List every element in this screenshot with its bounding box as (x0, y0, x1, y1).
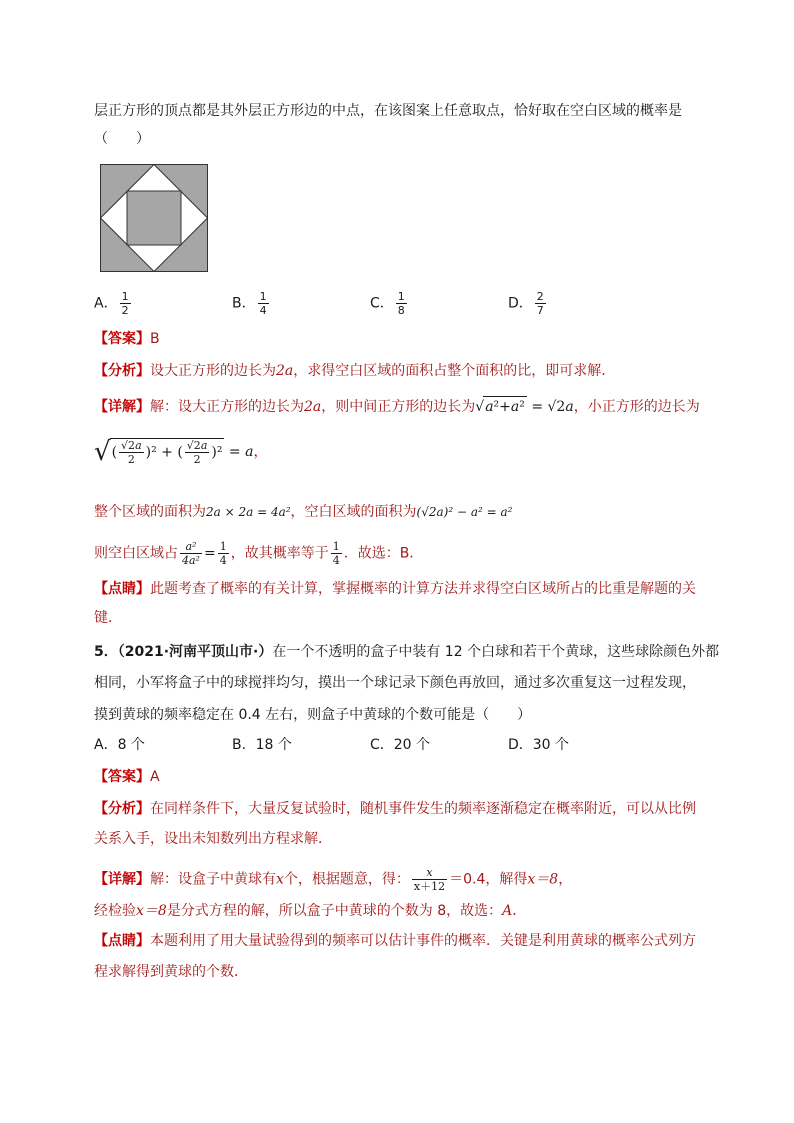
q4-detail-line1: 【详解】解：设大正方形的边长为2a，则中间正方形的边长为√a²+a² = √2a，小正方形的边长为 (94, 396, 700, 417)
q5-option-b: B．18 个 (232, 737, 292, 753)
q4-option-b: B． $\frac{1}{4}$ (232, 290, 267, 317)
q5-comment-line1: 【点睛】本题利用了用大量试验得到的频率可以估计事件的概率．关键是利用黄球的概率公式列方 (94, 933, 696, 949)
q5-stem-line3: 摸到黄球的频率稳定在 0.4 左右，则盒子中黄球的个数可能是（ ） (94, 707, 532, 723)
q5-stem-line1: 5．（2021·河南平顶山市·）在一个不透明的盒子中装有 12 个白球和若干个黄球，这些球除颜色外都 (94, 644, 720, 660)
small-side-formula: √( $\frac{√2a}{2}$ )² + ( $\frac{√2a}{2}$ )² = a， (94, 437, 268, 467)
q4-option-c: C． $\frac{1}{8}$ (370, 290, 405, 317)
q4-option-d: D． $\frac{2}{7}$ (508, 290, 544, 317)
q4-analysis: 【分析】设大正方形的边长为2a，求得空白区域的面积占整个面积的比，即可求解． (94, 363, 616, 379)
q5-analysis-line2: 关系入手，设出未知数列出方程求解． (94, 831, 332, 847)
q5-stem-line2: 相同，小军将盒子中的球搅拌均匀，摸出一个球记录下颜色再放回，通过多次重复这一过程发现， (94, 675, 696, 691)
q5-detail-line: 【详解】解：设盒子中黄球有x个，根据题意，得： $\frac{x}{x+12}$ ＝0.4，解得x＝8， (94, 866, 573, 893)
q5-analysis-line1: 【分析】在同样条件下，大量反复试验时，随机事件发生的频率逐渐稳定在概率附近，可以从比例 (94, 801, 696, 817)
q4-comment-line2: 键． (94, 610, 122, 626)
inner-square (127, 191, 181, 245)
q4-area-line: 整个区域的面积为2a × 2a = 4a²，空白区域的面积为(√2a)² − a² = a² (94, 504, 513, 520)
q5-check-line: 经检验x＝8是分式方程的解，所以盒子中黄球的个数为 8，故选：A． (94, 903, 527, 919)
q5-answer: 【答案】A (94, 769, 160, 785)
middle-side-formula: √a²+a² = √2a (475, 399, 573, 415)
q5-option-a: A．8 个 (94, 737, 145, 753)
q4-stem-line1: 层正方形的顶点都是其外层正方形边的中点，在该图案上任意取点，恰好取在空白区域的概率是 (94, 103, 682, 119)
q5-option-d: D．30 个 (508, 737, 570, 753)
q5-comment-line2: 程求解得到黄球的个数． (94, 964, 248, 980)
q4-ratio-line: 则空白区域占 $\frac{\text{a²}}{\text{4a²}}$ = $\frac{1}{4}$ ，故其概率等于 $\frac{1}{4}$ ．故选：B． (94, 540, 424, 567)
q4-stem-line2: （ ） (94, 131, 150, 147)
q5-option-c: C．20 个 (370, 737, 431, 753)
q4-answer: 【答案】B (94, 331, 160, 347)
q4-comment-line1: 【点睛】此题考查了概率的有关计算，掌握概率的计算方法并求得空白区域所占的比重是解题的关 (94, 581, 696, 597)
nested-squares-figure (100, 164, 208, 272)
q4-option-a: A． $\frac{1}{2}$ (94, 290, 129, 317)
